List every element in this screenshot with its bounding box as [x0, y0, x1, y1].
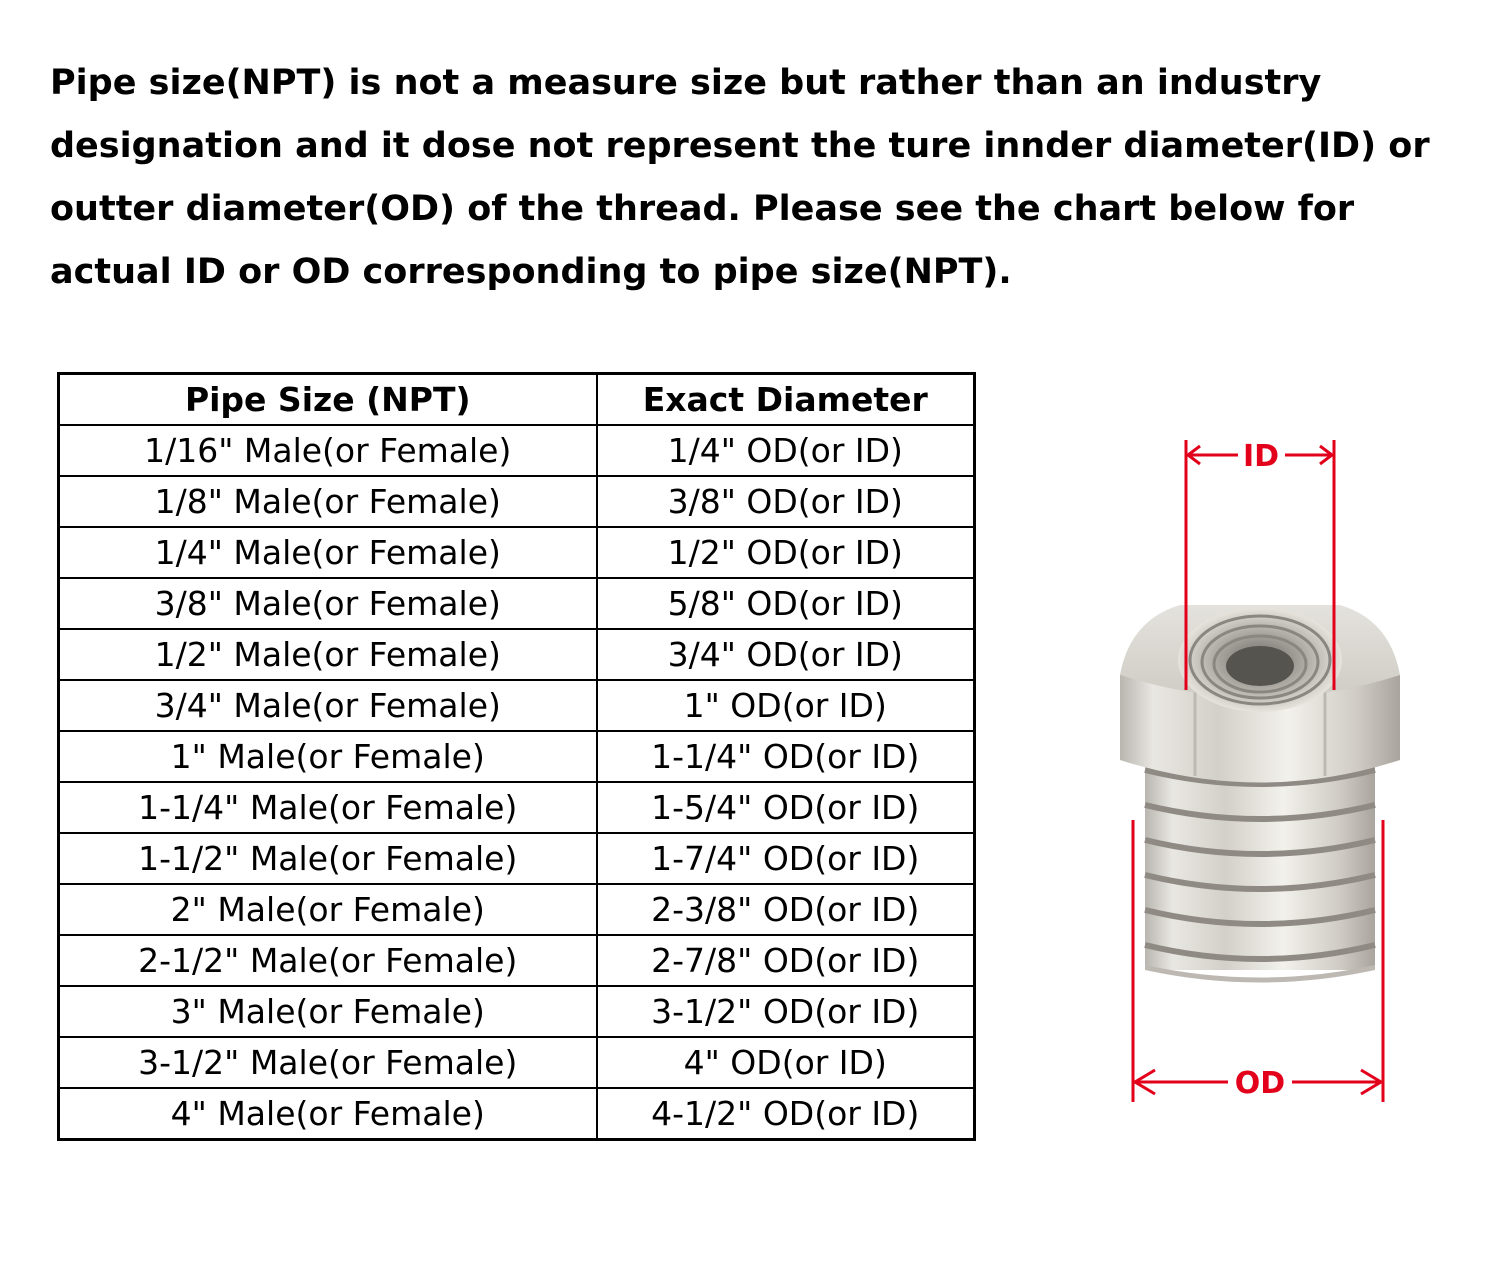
diameter-cell: 3-1/2" OD(or ID)	[597, 986, 975, 1037]
diameter-cell: 1-7/4" OD(or ID)	[597, 833, 975, 884]
table-row	[59, 578, 975, 629]
table-row	[59, 935, 975, 986]
table-row	[59, 425, 975, 476]
diameter-cell: 1/4" OD(or ID)	[597, 425, 975, 476]
diameter-cell: 1/2" OD(or ID)	[597, 527, 975, 578]
diameter-cell: 4" OD(or ID)	[597, 1037, 975, 1088]
pipe-size-cell: 2" Male(or Female)	[59, 884, 597, 935]
pipe-size-cell: 3-1/2" Male(or Female)	[59, 1037, 597, 1088]
pipe-size-cell: 3" Male(or Female)	[59, 986, 597, 1037]
thread-section	[1145, 750, 1375, 983]
hex-head	[1120, 605, 1400, 783]
table-row	[59, 680, 975, 731]
diameter-cell: 3/8" OD(or ID)	[597, 476, 975, 527]
diameter-cell: 1-1/4" OD(or ID)	[597, 731, 975, 782]
intro-paragraph: Pipe size(NPT) is not a measure size but rather than an industry designation and it dose not represent the ture innder diameter(ID) or outter diameter(OD) of the thread. Please see the chart below for actual ID or OD corresponding to pipe size(NPT).	[50, 63, 1430, 292]
table-row	[59, 884, 975, 935]
table-row	[59, 782, 975, 833]
diameter-cell: 3/4" OD(or ID)	[597, 629, 975, 680]
header-exact-diameter: Exact Diameter	[597, 374, 975, 426]
npt-size-table	[57, 372, 976, 1141]
pipe-size-cell: 3/8" Male(or Female)	[59, 578, 597, 629]
table-header-row	[59, 374, 975, 426]
pipe-size-cell: 1/8" Male(or Female)	[59, 476, 597, 527]
diameter-cell: 2-3/8" OD(or ID)	[597, 884, 975, 935]
table-row	[59, 1088, 975, 1140]
table-row	[59, 731, 975, 782]
diameter-cell: 4-1/2" OD(or ID)	[597, 1088, 975, 1140]
od-label: OD	[1234, 1066, 1286, 1101]
pipe-size-cell: 1" Male(or Female)	[59, 731, 597, 782]
pipe-size-cell: 1/2" Male(or Female)	[59, 629, 597, 680]
pipe-size-cell: 1/16" Male(or Female)	[59, 425, 597, 476]
pipe-size-cell: 2-1/2" Male(or Female)	[59, 935, 597, 986]
table-row	[59, 476, 975, 527]
pipe-size-cell: 1-1/2" Male(or Female)	[59, 833, 597, 884]
table-row	[59, 629, 975, 680]
table-row	[59, 833, 975, 884]
header-pipe-size: Pipe Size (NPT)	[59, 374, 597, 426]
table-row	[59, 1037, 975, 1088]
pipe-size-cell: 1-1/4" Male(or Female)	[59, 782, 597, 833]
pipe-size-cell: 4" Male(or Female)	[59, 1088, 597, 1140]
pipe-size-cell: 1/4" Male(or Female)	[59, 527, 597, 578]
id-label: ID	[1242, 439, 1280, 474]
diameter-cell: 1" OD(or ID)	[597, 680, 975, 731]
pipe-size-cell: 3/4" Male(or Female)	[59, 680, 597, 731]
diameter-cell: 5/8" OD(or ID)	[597, 578, 975, 629]
diameter-cell: 1-5/4" OD(or ID)	[597, 782, 975, 833]
diameter-cell: 2-7/8" OD(or ID)	[597, 935, 975, 986]
table-row	[59, 527, 975, 578]
hex-bushing-illustration	[1100, 420, 1420, 1120]
table-row	[59, 986, 975, 1037]
